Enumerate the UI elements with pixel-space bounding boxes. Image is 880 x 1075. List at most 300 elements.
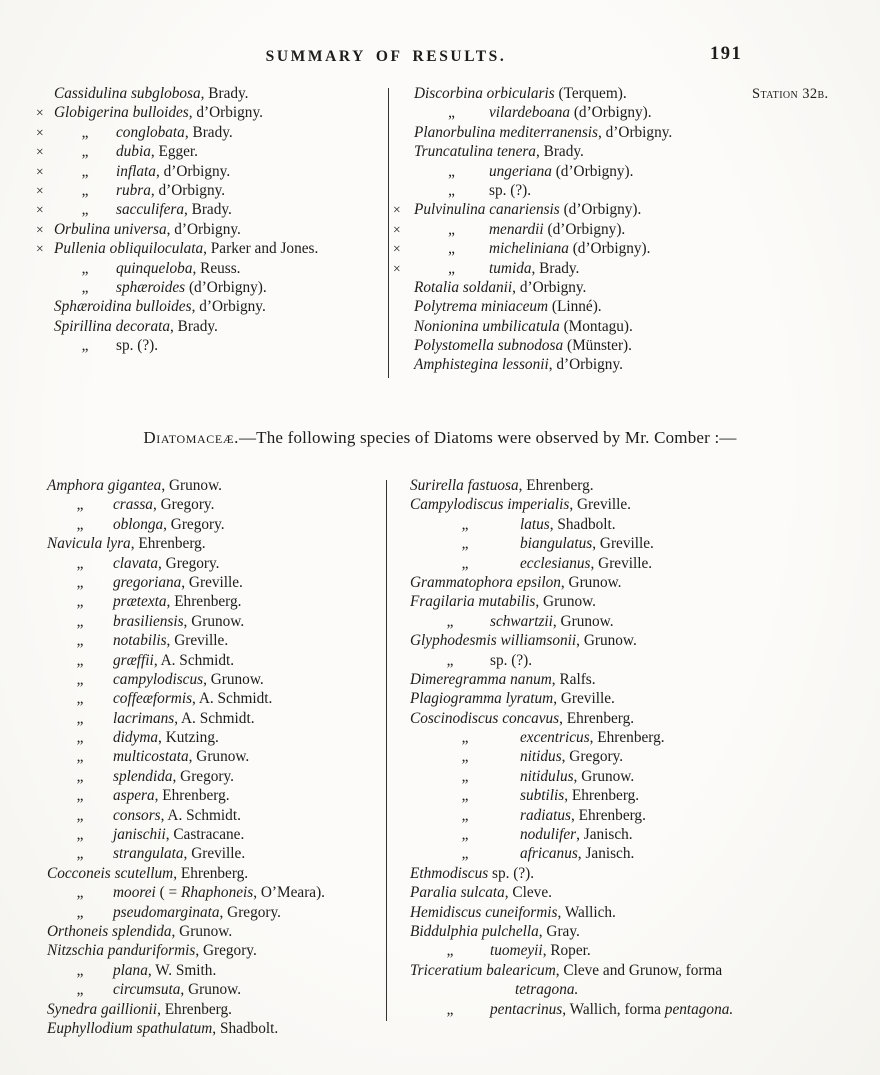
column-divider-diatoms bbox=[386, 480, 387, 1021]
genus-name: Ethmodiscus bbox=[410, 864, 489, 882]
species-row bbox=[410, 883, 733, 902]
species-row bbox=[393, 355, 672, 374]
species-row bbox=[410, 495, 733, 514]
genus-name: Nitzschia bbox=[47, 942, 104, 960]
species-row bbox=[47, 495, 325, 514]
ditto-mark: „ bbox=[76, 573, 84, 591]
ditto-mark: „ bbox=[76, 593, 84, 611]
species-epithet: latus bbox=[520, 515, 550, 533]
forams-right-column bbox=[393, 84, 672, 375]
authority-text: (d’Orbigny). bbox=[543, 220, 626, 238]
species-row bbox=[393, 278, 672, 297]
authority-text: , Shadbolt. bbox=[549, 515, 616, 533]
ditto-mark: „ bbox=[81, 123, 89, 141]
species-epithet: nitidulus bbox=[520, 767, 574, 785]
species-row bbox=[393, 220, 672, 239]
authority-text: , Cleve and Grunow, forma bbox=[555, 961, 723, 979]
authority-text: , Brady. bbox=[200, 85, 249, 102]
authority-text: , d’Orbigny. bbox=[191, 298, 266, 316]
species-row bbox=[410, 515, 733, 534]
ditto-mark: „ bbox=[81, 278, 89, 296]
authority-text: , Brady. bbox=[535, 143, 584, 161]
species-row bbox=[410, 592, 733, 611]
species-epithet: panduriformis bbox=[107, 942, 196, 960]
species-row bbox=[410, 980, 733, 999]
diatoms-heading-text: —The following species of Diatoms were observed by Mr. Comber :— bbox=[238, 428, 737, 447]
genus-name: Grammatophora bbox=[410, 573, 513, 591]
species-row bbox=[410, 941, 733, 960]
present-mark: × bbox=[36, 221, 44, 237]
species-epithet: bulloides bbox=[135, 298, 192, 316]
authority-text: , Shadbolt. bbox=[212, 1019, 279, 1037]
authority-text: sp. (?). bbox=[489, 181, 532, 199]
species-epithet: splendida bbox=[112, 922, 172, 940]
species-epithet: biangulatus bbox=[520, 535, 593, 553]
species-epithet: tetragona. bbox=[515, 981, 579, 999]
species-row bbox=[47, 612, 325, 631]
species-row bbox=[47, 941, 325, 960]
species-epithet: rubra bbox=[116, 181, 151, 199]
authority-text: , Ehrenberg. bbox=[571, 806, 646, 824]
species-row bbox=[393, 297, 672, 316]
species-row bbox=[47, 825, 325, 844]
authority-text: sp. (?). bbox=[490, 651, 533, 669]
species-epithet: sulcata bbox=[460, 884, 505, 902]
authority-text: , Ehrenberg. bbox=[173, 864, 249, 882]
species-epithet: campylodiscus bbox=[113, 670, 204, 688]
authority-text: , Grunow. bbox=[180, 981, 242, 999]
authority-text: , A. Schmidt. bbox=[174, 709, 255, 727]
authority-text: , Castracane. bbox=[165, 826, 245, 844]
authority-text: (d’Orbigny). bbox=[185, 278, 267, 296]
species-epithet: williamsonii bbox=[500, 632, 577, 650]
species-epithet: plana bbox=[113, 961, 148, 979]
ditto-mark: „ bbox=[76, 496, 84, 514]
ditto-mark: „ bbox=[448, 104, 455, 122]
authority-text: , Grunow. bbox=[576, 632, 637, 650]
species-epithet: coffeæformis bbox=[113, 690, 193, 708]
authority-text: , Ehrenberg. bbox=[559, 709, 635, 727]
species-epithet: schwartzii bbox=[490, 612, 553, 630]
species-row bbox=[47, 689, 325, 708]
diatoms-left-column bbox=[47, 476, 325, 1038]
species-epithet: Rhaphoneis bbox=[180, 884, 254, 902]
authority-text: , Ehrenberg. bbox=[166, 593, 242, 611]
species-epithet: consors bbox=[113, 806, 161, 824]
species-epithet: africanus bbox=[520, 845, 578, 863]
species-row bbox=[36, 297, 318, 316]
authority-text: , Grunow. bbox=[573, 767, 635, 785]
authority-text: sp. (?). bbox=[116, 337, 159, 355]
species-row bbox=[410, 651, 733, 670]
ditto-mark: „ bbox=[76, 651, 84, 669]
species-epithet: brasiliensis bbox=[113, 612, 184, 630]
species-epithet: miniaceum bbox=[480, 298, 549, 316]
species-row bbox=[47, 864, 325, 883]
species-row bbox=[47, 476, 325, 495]
genus-name: Dimeregramma bbox=[410, 670, 507, 688]
species-epithet: gregoriana bbox=[113, 573, 182, 591]
species-epithet: radiatus bbox=[520, 806, 571, 824]
page-number: 191 bbox=[710, 44, 743, 64]
genus-name: Truncatulina bbox=[414, 143, 494, 161]
species-row bbox=[47, 709, 325, 728]
ditto-mark: „ bbox=[461, 787, 469, 805]
species-epithet: pulchella bbox=[481, 922, 539, 940]
species-epithet: nodulifer bbox=[520, 826, 577, 844]
species-epithet: bulloides bbox=[132, 104, 189, 122]
genus-name: Amphora bbox=[47, 477, 104, 494]
species-epithet: excentricus bbox=[520, 729, 590, 747]
genus-name: Plagiogramma bbox=[410, 690, 502, 708]
authority-text: , Grunow. bbox=[188, 748, 250, 766]
species-epithet: splendida bbox=[113, 767, 173, 785]
species-epithet: sacculifera bbox=[116, 201, 184, 219]
ditto-mark: „ bbox=[81, 143, 89, 161]
authority-text: , Egger. bbox=[150, 143, 198, 161]
diatoms-heading-lead: Diatomaceæ. bbox=[143, 428, 239, 447]
authority-text: , Ehrenberg. bbox=[564, 787, 640, 805]
species-row bbox=[47, 651, 325, 670]
present-mark: × bbox=[36, 182, 44, 198]
species-row bbox=[410, 747, 733, 766]
authority-text: , Roper. bbox=[542, 942, 591, 960]
species-row bbox=[393, 123, 672, 142]
ditto-mark: „ bbox=[76, 806, 84, 824]
authority-text: (d’Orbigny). bbox=[568, 240, 651, 258]
ditto-mark: „ bbox=[446, 651, 454, 669]
authority-text: , Gregory. bbox=[172, 767, 234, 785]
species-epithet: balearicum bbox=[486, 961, 556, 979]
authority-text: , Grunow. bbox=[171, 922, 233, 940]
species-epithet: ecclesianus bbox=[520, 554, 591, 572]
ditto-mark: „ bbox=[76, 767, 84, 785]
species-row bbox=[410, 631, 733, 650]
species-epithet: spathulatum bbox=[136, 1019, 213, 1037]
authority-text: , d’Orbigny. bbox=[512, 278, 587, 296]
authority-text: , Reuss. bbox=[192, 259, 241, 277]
present-mark: × bbox=[393, 241, 401, 257]
species-row bbox=[410, 573, 733, 592]
authority-text: , d’Orbigny. bbox=[155, 162, 231, 180]
species-row bbox=[47, 806, 325, 825]
present-mark: × bbox=[393, 202, 401, 218]
present-mark: × bbox=[393, 221, 401, 237]
species-row bbox=[36, 259, 318, 278]
genus-name: Coscinodiscus bbox=[410, 709, 499, 727]
present-mark: × bbox=[36, 202, 44, 218]
species-epithet: prætexta bbox=[113, 593, 167, 611]
ditto-mark: „ bbox=[81, 201, 89, 219]
species-epithet: dubia bbox=[116, 143, 151, 161]
page-header-title: SUMMARY OF RESULTS. bbox=[265, 48, 507, 65]
ditto-mark: „ bbox=[448, 240, 455, 258]
authority-text: , d’Orbigny. bbox=[548, 356, 623, 374]
genus-name: Triceratium bbox=[410, 961, 483, 979]
species-epithet: pseudomarginata bbox=[113, 903, 220, 921]
ditto-mark: „ bbox=[81, 337, 89, 355]
species-row bbox=[410, 864, 733, 883]
species-row bbox=[410, 786, 733, 805]
species-epithet: lacrimans bbox=[113, 709, 175, 727]
species-epithet: imperialis bbox=[507, 496, 570, 514]
species-row bbox=[410, 728, 733, 747]
species-epithet: aspera bbox=[113, 787, 155, 805]
species-epithet: subtilis bbox=[520, 787, 565, 805]
species-epithet: pentacrinus bbox=[490, 1000, 563, 1018]
genus-name: Cassidulina bbox=[54, 85, 128, 102]
genus-name: Navicula bbox=[47, 535, 103, 553]
ditto-mark: „ bbox=[461, 748, 469, 766]
authority-text: , Ehrenberg. bbox=[157, 1000, 232, 1018]
species-row bbox=[47, 980, 325, 999]
genus-name: Cocconeis bbox=[47, 864, 111, 882]
authority-text: , Gregory. bbox=[195, 942, 257, 960]
authority-text: , Grunow. bbox=[560, 573, 622, 591]
species-row bbox=[47, 786, 325, 805]
authority-text: , W. Smith. bbox=[147, 961, 217, 979]
ditto-mark: „ bbox=[76, 515, 84, 533]
species-epithet: tumida bbox=[489, 259, 532, 277]
authority-text: (d’Orbigny). bbox=[570, 104, 652, 122]
species-epithet: fastuosa bbox=[467, 477, 519, 494]
ditto-mark: „ bbox=[76, 845, 84, 863]
species-row bbox=[47, 670, 325, 689]
species-row bbox=[36, 162, 318, 181]
species-epithet: pentagona. bbox=[664, 1000, 734, 1018]
genus-name: Hemidiscus bbox=[410, 903, 482, 921]
genus-name: Euphyllodium bbox=[47, 1019, 133, 1037]
species-row bbox=[393, 162, 672, 181]
species-epithet: nitidus bbox=[520, 748, 562, 766]
species-row bbox=[47, 554, 325, 573]
authority-text: , Parker and Jones. bbox=[203, 240, 319, 258]
genus-name: Biddulphia bbox=[410, 922, 478, 940]
genus-name: Pulvinulina bbox=[414, 201, 486, 219]
genus-name: Discorbina bbox=[414, 85, 483, 102]
species-epithet: crassa bbox=[113, 496, 153, 514]
species-row bbox=[393, 84, 672, 103]
genus-name: Amphistegina bbox=[414, 356, 499, 374]
authority-text: , Gregory. bbox=[158, 554, 220, 572]
species-row bbox=[36, 142, 318, 161]
species-row bbox=[410, 767, 733, 786]
species-row bbox=[47, 883, 325, 902]
present-mark: × bbox=[36, 144, 44, 160]
genus-name: Polystomella bbox=[414, 337, 494, 355]
species-row bbox=[36, 200, 318, 219]
diatoms-section-heading bbox=[0, 428, 880, 448]
authority-text: , Ehrenberg. bbox=[130, 535, 206, 553]
genus-name: Planorbulina bbox=[414, 123, 496, 141]
species-epithet: moorei bbox=[113, 884, 156, 902]
diatoms-right-column bbox=[410, 476, 733, 1019]
species-epithet: vilardeboana bbox=[489, 104, 571, 122]
ditto-mark: „ bbox=[446, 1000, 454, 1018]
genus-name: Fragilaria bbox=[410, 593, 475, 611]
species-epithet: strangulata bbox=[113, 845, 184, 863]
species-row bbox=[36, 103, 318, 122]
species-row bbox=[393, 103, 672, 122]
ditto-mark: „ bbox=[76, 612, 84, 630]
species-epithet: multicostata bbox=[113, 748, 189, 766]
species-epithet: conglobata bbox=[116, 123, 185, 141]
species-epithet: tuomeyii bbox=[490, 942, 543, 960]
authority-text: , Grunow. bbox=[161, 477, 222, 494]
species-row bbox=[47, 515, 325, 534]
present-mark: × bbox=[36, 241, 44, 257]
species-row bbox=[410, 844, 733, 863]
ditto-mark: „ bbox=[76, 690, 84, 708]
authority-text: , Greville. bbox=[183, 845, 246, 863]
genus-name: Spirillina bbox=[54, 317, 112, 335]
ditto-mark: „ bbox=[446, 612, 454, 630]
ditto-mark: „ bbox=[76, 981, 84, 999]
species-row bbox=[47, 592, 325, 611]
present-mark: × bbox=[36, 124, 44, 140]
authority-text: (d’Orbigny). bbox=[559, 201, 642, 219]
genus-name: Sphæroidina bbox=[54, 298, 132, 316]
authority-text: , Grunow. bbox=[183, 612, 245, 630]
genus-name: Synedra bbox=[47, 1000, 98, 1018]
authority-text: , Gregory. bbox=[219, 903, 281, 921]
ditto-mark: „ bbox=[461, 845, 469, 863]
species-epithet: canariensis bbox=[489, 201, 560, 219]
authority-text: (Terquem). bbox=[554, 85, 627, 102]
authority-text: , Grunow. bbox=[203, 670, 264, 688]
ditto-mark: „ bbox=[81, 259, 89, 277]
species-row bbox=[36, 181, 318, 200]
ditto-mark: „ bbox=[461, 806, 469, 824]
species-row bbox=[47, 767, 325, 786]
present-mark: × bbox=[36, 163, 44, 179]
species-epithet: decorata bbox=[115, 317, 171, 335]
ditto-mark: „ bbox=[76, 961, 84, 979]
authority-text: , d’Orbigny. bbox=[188, 104, 263, 122]
authority-text: , Janisch. bbox=[577, 845, 635, 863]
species-epithet: scutellum bbox=[114, 864, 174, 882]
species-row bbox=[47, 534, 325, 553]
authority-text: , d’Orbigny. bbox=[150, 181, 226, 199]
authority-text: (Linné). bbox=[548, 298, 602, 316]
species-epithet: mutabilis bbox=[478, 593, 536, 611]
ditto-mark: „ bbox=[76, 729, 84, 747]
authority-text: , Ehrenberg. bbox=[589, 729, 665, 747]
species-row bbox=[47, 747, 325, 766]
species-epithet: nanum bbox=[510, 670, 552, 688]
species-epithet: menardii bbox=[489, 220, 544, 238]
species-epithet: janischii bbox=[113, 826, 166, 844]
authority-text: , Gregory. bbox=[163, 515, 225, 533]
authority-text: , Kutzing. bbox=[158, 729, 219, 747]
ditto-mark: „ bbox=[81, 181, 89, 199]
species-row bbox=[47, 1019, 325, 1038]
ditto-mark: „ bbox=[448, 162, 455, 180]
species-epithet: obliquiloculata bbox=[109, 240, 204, 258]
authority-text: sp. (?). bbox=[492, 864, 535, 882]
ditto-mark: „ bbox=[446, 942, 454, 960]
species-row bbox=[410, 689, 733, 708]
species-row bbox=[410, 903, 733, 922]
species-epithet: epsilon bbox=[516, 573, 561, 591]
authority-text: , Janisch. bbox=[576, 826, 633, 844]
ditto-mark: „ bbox=[76, 826, 84, 844]
ditto-mark: „ bbox=[76, 709, 84, 727]
authority-text: , Grunow. bbox=[552, 612, 614, 630]
ditto-mark: „ bbox=[76, 670, 84, 688]
genus-name: Nonionina bbox=[414, 317, 479, 335]
species-row bbox=[36, 220, 318, 239]
genus-name: Rotalia bbox=[414, 278, 460, 296]
ditto-mark: „ bbox=[461, 535, 469, 553]
species-epithet: inflata bbox=[116, 162, 156, 180]
genus-name: Orbulina bbox=[54, 220, 111, 238]
species-row bbox=[393, 181, 672, 200]
species-row bbox=[410, 825, 733, 844]
authority-text: , Brady. bbox=[184, 123, 233, 141]
forams-left-column bbox=[36, 84, 318, 355]
species-epithet: circumsuta bbox=[113, 981, 181, 999]
species-row bbox=[47, 1000, 325, 1019]
ditto-mark: „ bbox=[461, 515, 469, 533]
species-epithet: lessonii bbox=[501, 356, 549, 374]
species-row bbox=[410, 806, 733, 825]
species-epithet: subnodosa bbox=[497, 337, 564, 355]
authority-text: , Greville. bbox=[590, 554, 653, 572]
species-epithet: græffii bbox=[113, 651, 154, 669]
station-margin-note: Station 32b. bbox=[752, 86, 829, 102]
species-epithet: lyratum bbox=[505, 690, 554, 708]
ditto-mark: „ bbox=[81, 162, 89, 180]
ditto-mark: „ bbox=[76, 554, 84, 572]
species-epithet: cuneiformis bbox=[485, 903, 558, 921]
species-row bbox=[410, 534, 733, 553]
present-mark: × bbox=[393, 260, 401, 276]
species-row bbox=[393, 239, 672, 258]
species-epithet: clavata bbox=[113, 554, 159, 572]
species-row bbox=[393, 259, 672, 278]
authority-text: , Wallich, forma bbox=[562, 1000, 665, 1018]
species-epithet: universa bbox=[113, 220, 167, 238]
species-epithet: orbicularis bbox=[486, 85, 555, 102]
genus-name: Paralia bbox=[410, 884, 457, 902]
ditto-mark: „ bbox=[461, 554, 469, 572]
ditto-mark: „ bbox=[448, 259, 455, 277]
authority-text: , Brady. bbox=[170, 317, 218, 335]
authority-text: , d’Orbigny. bbox=[598, 123, 673, 141]
ditto-mark: „ bbox=[461, 826, 469, 844]
authority-text: , Gregory. bbox=[561, 748, 624, 766]
species-epithet: tenera bbox=[496, 143, 536, 161]
species-row bbox=[47, 961, 325, 980]
ditto-mark: „ bbox=[76, 787, 84, 805]
authority-text: , Gregory. bbox=[152, 496, 215, 514]
species-epithet: sphæroides bbox=[116, 278, 186, 296]
species-row bbox=[393, 200, 672, 219]
authority-text: , A. Schmidt. bbox=[160, 806, 241, 824]
species-row bbox=[47, 631, 325, 650]
authority-text: , d’Orbigny. bbox=[166, 220, 241, 238]
ditto-mark: „ bbox=[448, 220, 455, 238]
authority-text: , Greville. bbox=[166, 632, 229, 650]
species-epithet: mediterranensis bbox=[499, 123, 598, 141]
authority-text: , Gray. bbox=[538, 922, 580, 940]
species-row bbox=[410, 476, 733, 495]
species-row bbox=[47, 844, 325, 863]
species-epithet: soldanii bbox=[462, 278, 513, 296]
authority-text: , A. Schmidt. bbox=[153, 651, 235, 669]
genus-name: Glyphodesmis bbox=[410, 632, 497, 650]
